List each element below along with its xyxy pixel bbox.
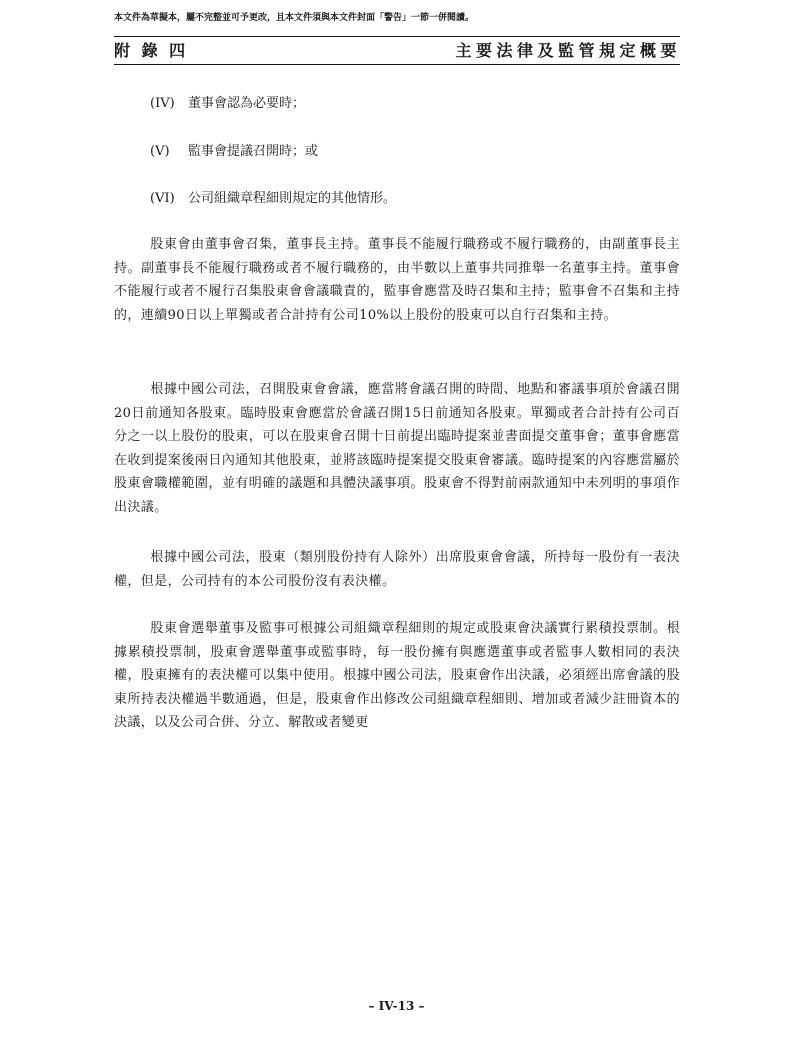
clause-text: 監事會提議召開時；或 [188,144,319,159]
clause-number: (V) [150,144,170,159]
clause-number: (IV) [150,96,175,111]
clause-item [150,190,396,208]
section-title: 主要法律及監管規定概要 [455,41,681,60]
appendix-label: 附 錄 四 [114,41,189,60]
clause-text: 公司組織章程細則規定的其他情形。 [188,191,397,206]
header-rule [114,64,680,65]
body-paragraph: 根據中國公司法，召開股東會會議，應當將會議召開的時間、地點和審議事項於會議召開20日前通知各股東。臨時股東會應當於會議召開15日前通知各股東。單獨或者合計持有公司百分之一以上股份的股東，可以在股東會召開十日前提出臨時提案並書面提交董事會；董事會應當在收到提案後兩日內通知其他股東，並將該臨時提案提交股東會審議。臨時提案的內容應當屬於股東會職權範圍，並有明確的議題和具體決議事項。股東會不得對前兩款通知中未列明的事項作出決議。 [114,382,680,515]
clause-item [150,95,305,113]
body-paragraph: 根據中國公司法，股東（類別股份持有人除外）出席股東會會議，所持每一股份有一表決權，但是，公司持有的本公司股份沒有表決權。 [114,550,680,589]
page-number: – IV-13 – [368,999,425,1013]
top-rule [114,36,680,37]
body-paragraph: 股東會由董事會召集，董事長主持。董事長不能履行職務或不履行職務的，由副董事長主持。副董事長不能履行職務或者不履行職務的，由半數以上董事共同推舉一名董事主持。董事會不能履行或者不履行召集股東會會議職責的，監事會應當及時召集和主持；監事會不召集和主持的，連續90日以上單獨或者合計持有公司10%以上股份的股東可以自行召集和主持。 [114,237,680,323]
body-paragraph: 股東會選舉董事及監事可根據公司組織章程細則的規定或股東會決議實行累積投票制。根據累積投票制，股東會選舉董事或監事時，每一股份擁有與應選董事或者監事人數相同的表決權，股東擁有的表決權可以集中使用。根據中國公司法，股東會作出決議，必須經出席會議的股東所持表決權過半數通過，但是，股東會作出修改公司組織章程細則、增加或者減少註冊資本的決議，以及公司合併、分立、解散或者變更 [114,621,680,730]
clause-text: 董事會認為必要時； [188,96,306,111]
clause-number: (VI) [150,191,175,206]
clause-item [150,143,318,161]
draft-disclaimer: 本文件為草擬本，屬不完整並可予更改，且本文件須與本文件封面「警告」一節一併閱讀。 [114,13,475,23]
